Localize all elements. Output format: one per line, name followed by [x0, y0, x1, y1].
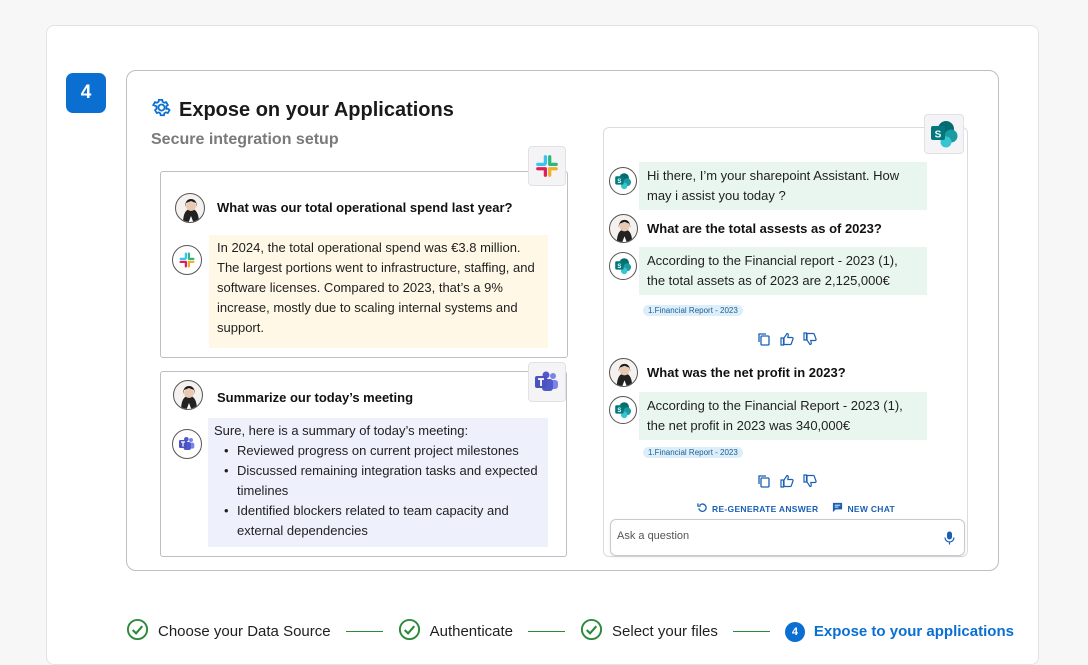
new-chat-label: NEW CHAT: [847, 503, 896, 514]
greeting-line: may i assist you today ?: [647, 188, 786, 203]
list-item: [214, 501, 542, 541]
new-chat-button[interactable]: [832, 502, 895, 515]
microphone-icon[interactable]: [944, 531, 955, 550]
card-subtitle: Secure integration setup: [151, 131, 339, 148]
thumbs-down-icon[interactable]: [803, 332, 817, 346]
setup-stepper: [126, 618, 1014, 645]
check-circle-icon: [580, 618, 603, 645]
step-label: Select your files: [612, 623, 718, 640]
svg-text:S: S: [934, 129, 942, 141]
feedback-actions: [757, 332, 817, 346]
svg-text:S: S: [617, 408, 622, 415]
step-choose-data-source[interactable]: [126, 618, 331, 645]
ask-question-box: [610, 519, 965, 556]
svg-text:S: S: [617, 179, 622, 186]
slack-question: What was our total operational spend last year?: [217, 200, 513, 215]
step-connector: [733, 631, 770, 633]
check-circle-icon: [398, 618, 421, 645]
answer-line: According to the Financial Report - 2023 (1),: [647, 398, 903, 413]
sharepoint-bot-avatar: [609, 167, 637, 195]
teams-bot-avatar: [172, 429, 202, 459]
copy-icon[interactable]: [757, 474, 771, 488]
meeting-summary-list: [214, 441, 542, 541]
teams-logo-icon: [528, 362, 566, 402]
step-number-badge: 4: [66, 73, 106, 113]
card-title-text: Expose on your Applications: [179, 99, 454, 121]
current-step-label: Expose to your applications: [813, 623, 1014, 640]
step-select-files[interactable]: [580, 618, 718, 645]
answer-line: increase, mostly due to scaling internal systems and: [217, 300, 518, 315]
teams-answer: [208, 418, 548, 547]
slack-logo-icon: [528, 146, 566, 186]
sharepoint-bot-avatar: [609, 252, 637, 280]
gear-icon: [151, 97, 172, 124]
list-item-text: timelines: [237, 483, 289, 498]
step-authenticate[interactable]: [398, 618, 513, 645]
sharepoint-question-2: What was the net profit in 2023?: [647, 365, 846, 380]
ask-question-input[interactable]: [617, 530, 917, 542]
step-connector: [346, 631, 383, 633]
chat-actions: [697, 502, 895, 515]
step-connector: [528, 631, 565, 633]
svg-text:S: S: [617, 264, 622, 271]
user-avatar: [609, 214, 638, 243]
check-circle-icon: [126, 618, 149, 645]
slack-answer: [209, 235, 548, 348]
current-step-number: 4: [785, 622, 805, 642]
sharepoint-answer-1: [639, 247, 927, 295]
answer-intro: Sure, here is a summary of today’s meeting:: [214, 423, 469, 438]
refresh-icon: [697, 502, 708, 515]
source-reference-chip[interactable]: 1.Financial Report - 2023: [643, 305, 743, 316]
feedback-actions: [757, 474, 817, 488]
greeting-line: Hi there, I’m your sharepoint Assistant. How: [647, 168, 900, 183]
list-item-text: • Discussed remaining integration tasks and expected: [237, 463, 538, 478]
sharepoint-question-1: What are the total assests as of 2023?: [647, 221, 882, 236]
sharepoint-bot-avatar: [609, 396, 637, 424]
list-item-text: external dependencies: [237, 523, 368, 538]
answer-line: the net profit in 2023 was 340,000€: [647, 418, 851, 433]
step-label: Choose your Data Source: [158, 623, 331, 640]
answer-line: support.: [217, 320, 264, 335]
thumbs-up-icon[interactable]: [780, 332, 794, 346]
regenerate-label: RE-GENERATE ANSWER: [712, 503, 819, 514]
card-title: [151, 97, 454, 124]
sharepoint-greeting: [639, 162, 927, 210]
list-item: [214, 441, 542, 461]
chat-bubble-icon: [832, 502, 843, 515]
teams-question: Summarize our today’s meeting: [217, 390, 414, 405]
source-reference-chip[interactable]: 1.Financial Report - 2023: [643, 447, 743, 458]
thumbs-down-icon[interactable]: [803, 474, 817, 488]
answer-line: software licenses. Compared to 2023, that’s a 9%: [217, 280, 503, 295]
answer-line: The largest portions went to infrastructure, staffing, and: [217, 260, 535, 275]
step-label: Authenticate: [429, 623, 514, 640]
sharepoint-answer-2: [639, 392, 927, 440]
step-expose-applications[interactable]: [785, 622, 1014, 642]
answer-line: In 2024, the total operational spend was €3.8 million.: [217, 240, 521, 255]
list-item-text: • Reviewed progress on current project milestones: [237, 443, 519, 458]
list-item: [214, 461, 542, 501]
sharepoint-logo-icon: [924, 114, 964, 154]
user-avatar: [609, 358, 638, 387]
list-item-text: • Identified blockers related to team capacity and: [237, 503, 509, 518]
answer-line: the total assets as of 2023 are 2,125,000€: [647, 273, 890, 288]
user-avatar: [175, 193, 205, 223]
copy-icon[interactable]: [757, 332, 771, 346]
regenerate-answer-button[interactable]: [697, 502, 818, 515]
user-avatar: [173, 380, 203, 410]
answer-line: According to the Financial report - 2023 (1),: [647, 253, 898, 268]
thumbs-up-icon[interactable]: [780, 474, 794, 488]
slack-bot-avatar: [172, 245, 202, 275]
